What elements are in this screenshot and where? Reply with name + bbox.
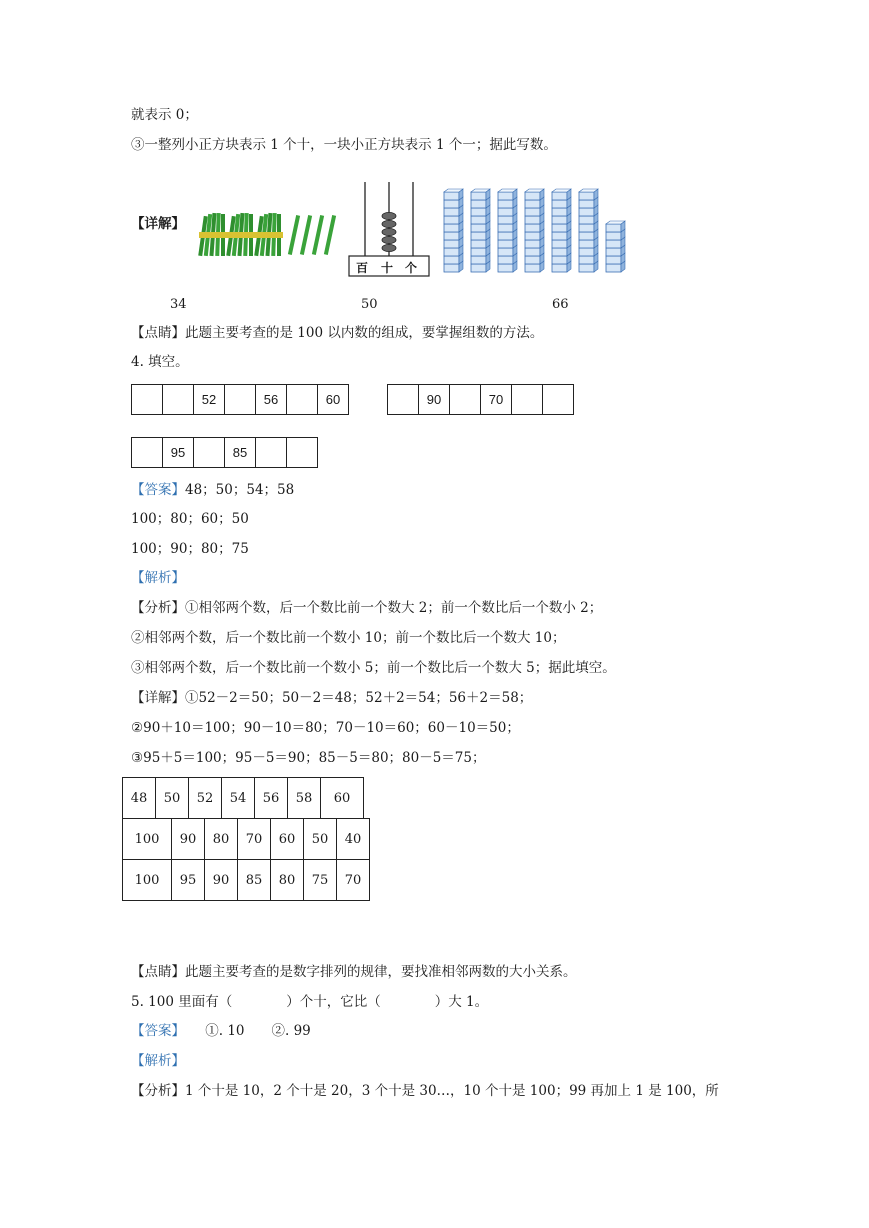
point-line: 【点睛】此题主要考查的是数字排列的规律，要找准相邻两数的大小关系。 <box>131 964 577 980</box>
answer-text: 48；50；54；58 <box>185 482 295 498</box>
cube-columns-figure <box>440 186 635 276</box>
ten-cube-column-icon <box>498 189 517 272</box>
fill-cell: 56 <box>256 385 287 414</box>
fill-cell[interactable] <box>163 385 194 414</box>
analysis-line: ③相邻两个数，后一个数比前一个数小 5；前一个数比后一个数大 5；据此填空。 <box>131 660 616 676</box>
ten-cube-column-icon <box>552 189 571 272</box>
caption-34: 34 <box>170 297 187 312</box>
answer-cell: 90 <box>205 860 238 901</box>
answer-table-rows-2-3 <box>122 818 370 901</box>
detail-line: ③95＋5＝100；95－5＝90；85－5＝80；80－5＝75； <box>131 750 486 766</box>
fill-row-2 <box>387 384 574 415</box>
answer-cell: 52 <box>189 778 222 819</box>
fill-cell[interactable] <box>194 438 225 467</box>
fill-cell[interactable] <box>450 385 481 414</box>
detail-tag: 【详解】 <box>131 216 185 232</box>
answer-cell: 50 <box>156 778 189 819</box>
answer-tag: 【答案】 <box>131 1023 179 1039</box>
answer-line: 100；90；80；75 <box>131 541 249 557</box>
answer-cell: 70 <box>238 819 271 860</box>
single-stick-icon <box>288 215 300 255</box>
answer-cell: 90 <box>172 819 205 860</box>
fill-row-1 <box>131 384 349 415</box>
answer-cell: 95 <box>172 860 205 901</box>
fill-row-3 <box>131 437 318 468</box>
question-4-title: 4. 填空。 <box>131 354 189 370</box>
answer-tag: 【答案】 <box>131 482 185 498</box>
fill-cell: 85 <box>225 438 256 467</box>
fill-cell[interactable] <box>256 438 287 467</box>
answer-cell: 80 <box>271 860 304 901</box>
answer-cell: 75 <box>304 860 337 901</box>
fill-cell: 60 <box>318 385 349 414</box>
ten-cube-column-icon <box>471 189 490 272</box>
answer-cell: 48 <box>123 778 156 819</box>
fill-cell[interactable] <box>388 385 419 414</box>
stick-bundles-figure <box>196 205 346 260</box>
abacus-label-hundreds: 百 <box>356 261 369 275</box>
fill-cell[interactable] <box>287 438 318 467</box>
bundle-icon <box>198 213 227 256</box>
answer-line <box>131 481 294 499</box>
fill-cell[interactable] <box>132 385 163 414</box>
ten-cube-column-icon <box>525 189 544 272</box>
answer-cell: 80 <box>205 819 238 860</box>
ten-cube-column-icon <box>579 189 598 272</box>
answer-table-row-1 <box>122 777 364 819</box>
caption-50: 50 <box>361 297 378 312</box>
answer-line: 100；80；60；50 <box>131 511 249 527</box>
answer-cell: 100 <box>123 860 172 901</box>
fill-cell[interactable] <box>543 385 574 414</box>
fill-cell[interactable] <box>287 385 318 414</box>
analysis-tag: 【解析】 <box>131 570 185 586</box>
single-stick-icon <box>324 215 336 255</box>
fill-cell[interactable] <box>132 438 163 467</box>
analysis-line: 【分析】①相邻两个数，后一个数比前一个数大 2；前一个数比后一个数小 2； <box>131 600 603 616</box>
single-stick-icon <box>312 215 324 255</box>
fill-cell: 52 <box>194 385 225 414</box>
answer-cell: 58 <box>288 778 321 819</box>
fill-cell[interactable] <box>225 385 256 414</box>
detail-line: ②90＋10＝100；90－10＝80；70－10＝60；60－10＝50； <box>131 720 520 736</box>
bundle-icon <box>226 213 255 256</box>
answer-cell: 60 <box>271 819 304 860</box>
ten-cube-column-icon <box>444 189 463 272</box>
answer-cell: 85 <box>238 860 271 901</box>
single-stick-icon <box>300 215 312 255</box>
answer-text: ①. 10 ②. 99 <box>178 1023 311 1039</box>
fill-cell: 90 <box>419 385 450 414</box>
answer-cell: 40 <box>337 819 370 860</box>
analysis-tag: 【解析】 <box>131 1053 185 1069</box>
answer-cell: 54 <box>222 778 255 819</box>
answer-cell: 56 <box>255 778 288 819</box>
answer-line <box>131 1022 311 1040</box>
answer-cell: 50 <box>304 819 337 860</box>
answer-cell: 70 <box>337 860 370 901</box>
caption-66: 66 <box>552 297 569 312</box>
fill-cell: 70 <box>481 385 512 414</box>
text-line: ③一整列小正方块表示 1 个十，一块小正方块表示 1 个一；据此写数。 <box>131 137 557 153</box>
abacus-beads-icon <box>382 212 396 251</box>
answer-cell: 60 <box>321 778 364 819</box>
point-line: 【点睛】此题主要考查的是 100 以内数的组成，要掌握组数的方法。 <box>131 325 544 341</box>
bundle-icon <box>254 213 283 256</box>
text-line: 就表示 0； <box>131 107 198 123</box>
unit-cube-stack-icon <box>606 221 625 272</box>
fill-cell[interactable] <box>512 385 543 414</box>
analysis-line: ②相邻两个数，后一个数比前一个数小 10；前一个数比后一个数大 10； <box>131 630 566 646</box>
fill-cell: 95 <box>163 438 194 467</box>
analysis-line: 【分析】1 个十是 10，2 个十是 20，3 个十是 30…，10 个十是 100；99 再加上 1 是 100，所 <box>131 1083 719 1099</box>
abacus-label-tens: 十 <box>381 261 394 275</box>
question-5-title: 5. 100 里面有（ ）个十，它比（ ）大 1。 <box>131 994 489 1010</box>
detail-line: 【详解】①52－2＝50；50－2＝48；52＋2＝54；56＋2＝58； <box>131 690 533 706</box>
abacus-label-ones: 个 <box>405 261 418 275</box>
answer-cell: 100 <box>123 819 172 860</box>
